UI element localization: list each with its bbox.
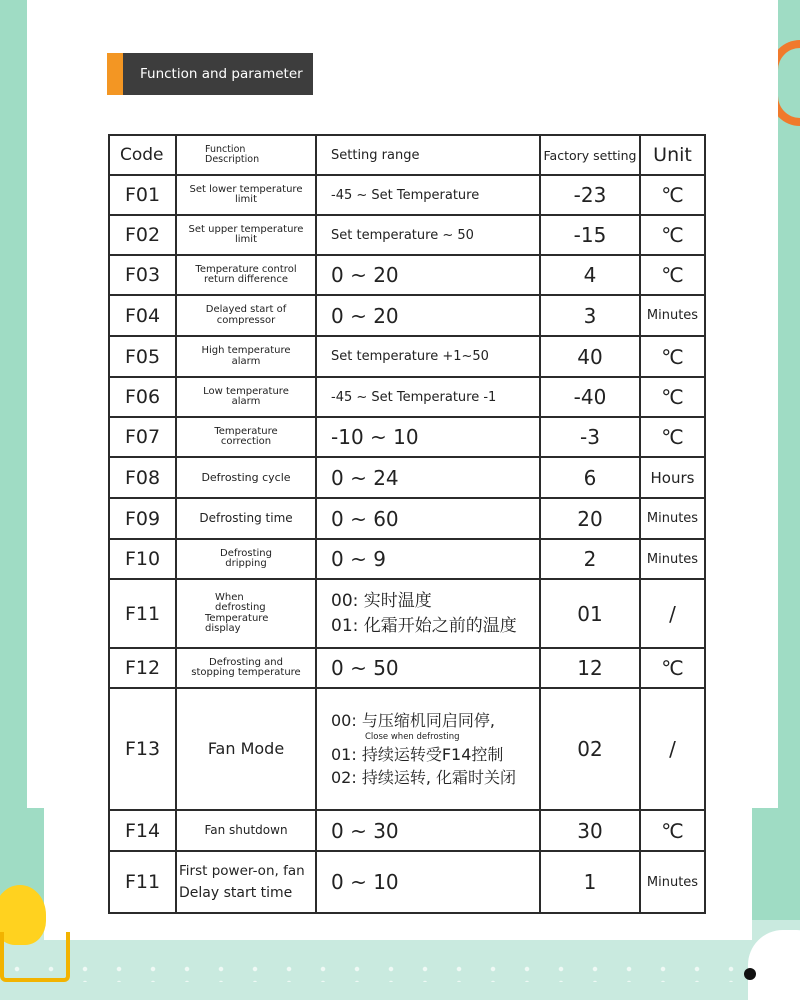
row-unit: ℃ xyxy=(640,255,705,295)
row-range-line: -10 ~ 10 xyxy=(331,425,419,449)
row-range xyxy=(316,215,540,255)
row-unit: Minutes xyxy=(640,498,705,539)
row-code: F14 xyxy=(109,810,176,851)
section-header xyxy=(107,53,313,95)
row-range xyxy=(316,457,540,498)
table-row xyxy=(109,215,705,255)
row-function xyxy=(176,255,316,295)
row-function xyxy=(176,539,316,579)
row-range xyxy=(316,295,540,336)
dog-nose-decoration xyxy=(744,968,756,980)
row-function xyxy=(176,215,316,255)
row-range xyxy=(316,175,540,215)
header-factory-setting: Factory setting xyxy=(540,135,640,175)
row-function-line: stopping temperature xyxy=(191,667,301,678)
row-function xyxy=(176,648,316,688)
row-range-line: 0 ~ 50 xyxy=(331,656,399,680)
row-factory-value: 40 xyxy=(540,336,640,377)
row-range-line: 0 ~ 60 xyxy=(331,506,399,531)
background-dots xyxy=(0,962,800,982)
row-range xyxy=(316,255,540,295)
row-code: F02 xyxy=(109,215,176,255)
row-range xyxy=(316,810,540,851)
table-row xyxy=(109,851,705,913)
row-range-line: -45 ~ Set Temperature xyxy=(331,187,480,203)
row-range-line: Set temperature ~ 50 xyxy=(331,227,474,243)
row-function-line: Fan Mode xyxy=(207,738,285,758)
row-code: F11 xyxy=(109,851,176,913)
row-range-line: 0 ~ 24 xyxy=(331,465,399,490)
row-function xyxy=(176,579,316,648)
row-code: F12 xyxy=(109,648,176,688)
header-accent-bar xyxy=(107,53,123,95)
row-factory-value: 02 xyxy=(540,688,640,810)
row-range-line: 0 ~ 20 xyxy=(331,303,399,328)
row-unit: Minutes xyxy=(640,295,705,336)
row-code: F09 xyxy=(109,498,176,539)
row-unit: Minutes xyxy=(640,851,705,913)
row-function-line: Defrosting and xyxy=(209,656,283,668)
table-row xyxy=(109,336,705,377)
table-row xyxy=(109,688,705,810)
row-range-line: 0 ~ 9 xyxy=(331,547,386,571)
row-factory-value: 1 xyxy=(540,851,640,913)
row-factory-value: 6 xyxy=(540,457,640,498)
row-range-line: 02: 持续运转, 化霜时关闭 xyxy=(331,767,517,787)
row-range-line: 0 ~ 30 xyxy=(331,818,399,843)
row-code: F13 xyxy=(109,688,176,810)
row-factory-value: -40 xyxy=(540,377,640,417)
row-range xyxy=(316,539,540,579)
row-factory-value: 20 xyxy=(540,498,640,539)
row-code: F04 xyxy=(109,295,176,336)
header-setting-range: Setting range xyxy=(316,135,540,175)
row-range xyxy=(316,851,540,913)
row-function xyxy=(176,175,316,215)
row-function xyxy=(176,810,316,851)
row-unit: ℃ xyxy=(640,175,705,215)
table-row xyxy=(109,377,705,417)
row-unit: ℃ xyxy=(640,377,705,417)
row-function-line: correction xyxy=(220,436,272,447)
table-header-row xyxy=(109,135,705,175)
table-row xyxy=(109,539,705,579)
row-function-line: Delayed start of compressor xyxy=(205,304,287,326)
header-code: Code xyxy=(109,135,176,175)
row-unit: Hours xyxy=(640,457,705,498)
row-unit: ℃ xyxy=(640,810,705,851)
row-function-line: display xyxy=(205,623,241,634)
row-factory-value: -3 xyxy=(540,417,640,457)
table-row xyxy=(109,295,705,336)
row-function xyxy=(176,457,316,498)
row-code: F01 xyxy=(109,175,176,215)
row-unit: Minutes xyxy=(640,539,705,579)
row-function-line: Set upper temperature limit xyxy=(188,223,304,245)
row-range-line: -45 ~ Set Temperature -1 xyxy=(331,389,497,405)
row-function-line: Temperature control xyxy=(195,263,297,275)
table-row xyxy=(109,579,705,648)
row-function-line: Defrosting xyxy=(220,547,272,559)
row-function-line: Set lower temperature limit xyxy=(189,183,303,205)
row-range xyxy=(316,498,540,539)
row-unit: ℃ xyxy=(640,215,705,255)
row-range-line: 01: 持续运转受F14控制 xyxy=(331,744,504,764)
row-range xyxy=(316,648,540,688)
row-range xyxy=(316,336,540,377)
table-row xyxy=(109,255,705,295)
parameter-table xyxy=(108,134,706,914)
row-range xyxy=(316,377,540,417)
row-function xyxy=(176,417,316,457)
row-code: F05 xyxy=(109,336,176,377)
row-function-line: defrosting xyxy=(215,602,266,613)
row-function xyxy=(176,688,316,810)
table-row xyxy=(109,810,705,851)
row-function-line: Temperature xyxy=(205,612,269,624)
row-factory-value: -15 xyxy=(540,215,640,255)
row-code: F11 xyxy=(109,579,176,648)
row-factory-value: 4 xyxy=(540,255,640,295)
table-row xyxy=(109,457,705,498)
row-function xyxy=(176,336,316,377)
header-function-line1: Function xyxy=(205,144,246,156)
row-range xyxy=(316,688,540,810)
row-code: F10 xyxy=(109,539,176,579)
header-function-line2: Description xyxy=(205,154,260,165)
row-function-line: alarm xyxy=(231,355,261,367)
row-function xyxy=(176,377,316,417)
row-range-line: 00: 实时温度 xyxy=(331,590,432,611)
row-function-line: dripping xyxy=(225,558,267,569)
row-function xyxy=(176,498,316,539)
row-code: F03 xyxy=(109,255,176,295)
table-row xyxy=(109,498,705,539)
row-unit: ℃ xyxy=(640,336,705,377)
row-factory-value: 12 xyxy=(540,648,640,688)
row-factory-value: 2 xyxy=(540,539,640,579)
row-unit: / xyxy=(640,688,705,810)
row-unit: ℃ xyxy=(640,417,705,457)
row-function-line: First power-on, fan xyxy=(179,863,305,880)
row-function-line: High temperature xyxy=(201,345,291,356)
table-row xyxy=(109,417,705,457)
row-code: F06 xyxy=(109,377,176,417)
table-row xyxy=(109,648,705,688)
row-function-line: alarm xyxy=(231,396,261,407)
row-range-line: 00: 与压缩机同启同停, xyxy=(331,711,495,731)
row-function-line: Temperature xyxy=(214,425,278,437)
row-range-note: Close when defrosting xyxy=(365,732,460,743)
table-row xyxy=(109,175,705,215)
row-function xyxy=(176,851,316,913)
header-function xyxy=(176,135,316,175)
shopping-cart-decoration xyxy=(0,932,70,982)
section-title: Function and parameter xyxy=(140,66,303,82)
row-code: F08 xyxy=(109,457,176,498)
row-unit: ℃ xyxy=(640,648,705,688)
row-range-line: 01: 化霜开始之前的温度 xyxy=(331,615,517,636)
row-function xyxy=(176,295,316,336)
row-factory-value: -23 xyxy=(540,175,640,215)
row-range-line: 0 ~ 10 xyxy=(331,870,399,894)
row-function-line: Defrosting cycle xyxy=(201,470,291,484)
row-range-line: Set temperature +1~50 xyxy=(331,349,489,364)
row-function-line: return difference xyxy=(204,274,288,285)
row-range-line: 0 ~ 20 xyxy=(331,263,399,287)
row-code: F07 xyxy=(109,417,176,457)
row-range xyxy=(316,579,540,648)
row-function-line: When xyxy=(215,591,244,603)
row-function-line: Defrosting time xyxy=(199,511,293,526)
row-factory-value: 3 xyxy=(540,295,640,336)
row-unit: / xyxy=(640,579,705,648)
row-range xyxy=(316,417,540,457)
row-function-line: Low temperature xyxy=(203,385,289,397)
header-unit: Unit xyxy=(640,135,705,175)
row-factory-value: 01 xyxy=(540,579,640,648)
row-function-line: Delay start time xyxy=(179,884,293,901)
row-function-line: Fan shutdown xyxy=(204,823,288,838)
row-factory-value: 30 xyxy=(540,810,640,851)
